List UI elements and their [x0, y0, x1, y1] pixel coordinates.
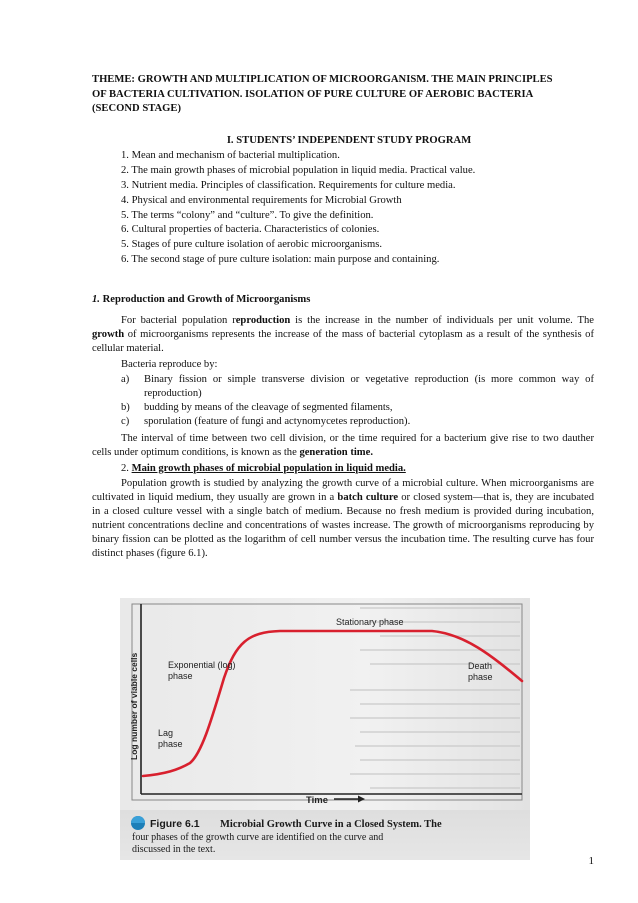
list-item: 4. Physical and environmental requirements for Microbial Growth	[121, 194, 402, 206]
caption-title-tail: The	[421, 819, 442, 830]
subsection-heading	[121, 462, 406, 476]
list-item: 1. Mean and mechanism of bacterial multiplication.	[121, 150, 340, 161]
phase-label-stationary: Stationary phase	[336, 617, 404, 627]
subsection-number: 2.	[121, 463, 132, 474]
phase-label-exponential-2: phase	[168, 671, 193, 681]
phase-label-lag-2: phase	[158, 739, 183, 749]
y-axis-label: Log number of viable cells	[129, 652, 139, 760]
caption-label: Figure 6.1	[150, 818, 200, 830]
list-item: 2. The main growth phases of microbial population in liquid media. Practical value.	[121, 164, 476, 176]
list-item	[121, 401, 594, 415]
term-growth: growth	[92, 329, 125, 340]
section-number: 1.	[92, 294, 100, 305]
reproduce-intro: Bacteria reproduce by:	[121, 359, 218, 370]
list-marker: a)	[121, 374, 130, 385]
term-generation-time: generation time.	[299, 447, 373, 458]
growth-phases-paragraph	[92, 477, 594, 561]
list-item: 6. The second stage of pure culture isolation: main purpose and containing.	[121, 254, 440, 266]
text-run: Population growth is studied by analyzing the growth curve of a microbial culture. When microorganisms are cultivated in liquid medium, they usually are grown in a	[92, 478, 594, 503]
list-item: 3. Nutrient media. Principles of classification. Requirements for culture media.	[121, 179, 456, 191]
list-item-text: Binary fission or simple transverse division or vegetative reproduction (is more common way of reproduction)	[144, 374, 594, 399]
subsection-heading-text: Main growth phases of microbial population in liquid media.	[131, 463, 406, 474]
phase-label-lag: Lag	[158, 728, 174, 738]
section-heading-text: Reproduction and Growth of Microorganisms	[99, 294, 311, 305]
caption-title	[220, 819, 442, 830]
list-item: 5. The terms “colony” and “culture”. To give the definition.	[121, 209, 374, 221]
study-program-list	[121, 149, 561, 268]
term-reproduction: eproduction	[235, 315, 291, 326]
phase-label-death-2: phase	[468, 672, 493, 682]
generation-time-paragraph	[92, 432, 594, 460]
caption-line-3: discussed in the text.	[132, 844, 216, 855]
text-run: or closed system—that is, they are incubated in a closed culture vessel with a single batch of medium. Because no fresh medium is provided during incubation, nutrient concentrations decline and concentrations of wastes increase. The growth of microorganisms reproducing by binary fission can be plotted as the logarithm of cell number versus the incubation time. The resulting curve has four distinct phases (figure 6.1).	[92, 492, 594, 559]
caption-line-2: four phases of the growth curve are identified on the curve and	[132, 832, 384, 843]
list-item: 6. Cultural properties of bacteria. Characteristics of colonies.	[121, 224, 380, 236]
figure-caption-icon	[131, 816, 145, 830]
document-title: THEME: GROWTH AND MULTIPLICATION OF MICROORGANISM. THE MAIN PRINCIPLES OF BACTERIA CULTIVATION. ISOLATION OF PURE CULTURE OF AEROBIC BACTERIA (SECOND STAGE)	[92, 74, 553, 114]
list-marker: c)	[121, 416, 130, 427]
list-item-text: sporulation (feature of fungi and actynomycetes reproduction).	[144, 416, 411, 427]
growth-curve-svg	[120, 598, 530, 860]
page-number: 1	[588, 855, 594, 867]
phase-label-exponential: Exponential (log)	[168, 660, 236, 670]
text-run: The interval of time between two cell division, or the time required for a bacterium give rise to two dauther cells under optimum conditions, is known as the	[92, 433, 594, 458]
section-heading	[92, 293, 310, 307]
term-batch-culture: batch culture	[337, 492, 399, 503]
x-axis-label: Time	[306, 795, 329, 806]
list-marker: b)	[121, 402, 130, 413]
program-heading	[0, 134, 638, 148]
reproduction-methods-list	[121, 373, 594, 429]
text-run: of microorganisms represents the increase of the mass of bacterial cytoplasm as a result of the synthesis of cellular material.	[92, 329, 594, 354]
growth-curve-figure	[120, 598, 530, 860]
list-item: 5. Stages of pure culture isolation of aerobic microorganisms.	[121, 239, 383, 251]
reproduction-paragraph	[92, 314, 594, 356]
program-heading-text: I. STUDENTS’ INDEPENDENT STUDY PROGRAM	[226, 135, 472, 146]
text-run: is the increase in the number of individuals per unit volume. The	[290, 315, 594, 326]
list-item-text: budding by means of the cleavage of segmented filaments,	[144, 402, 393, 413]
list-item	[121, 373, 594, 401]
list-item	[121, 415, 594, 429]
phase-label-death: Death	[468, 661, 493, 671]
caption-title-text: Microbial Growth Curve in a Closed System.	[220, 819, 422, 830]
text-run: For bacterial population r	[121, 315, 236, 326]
